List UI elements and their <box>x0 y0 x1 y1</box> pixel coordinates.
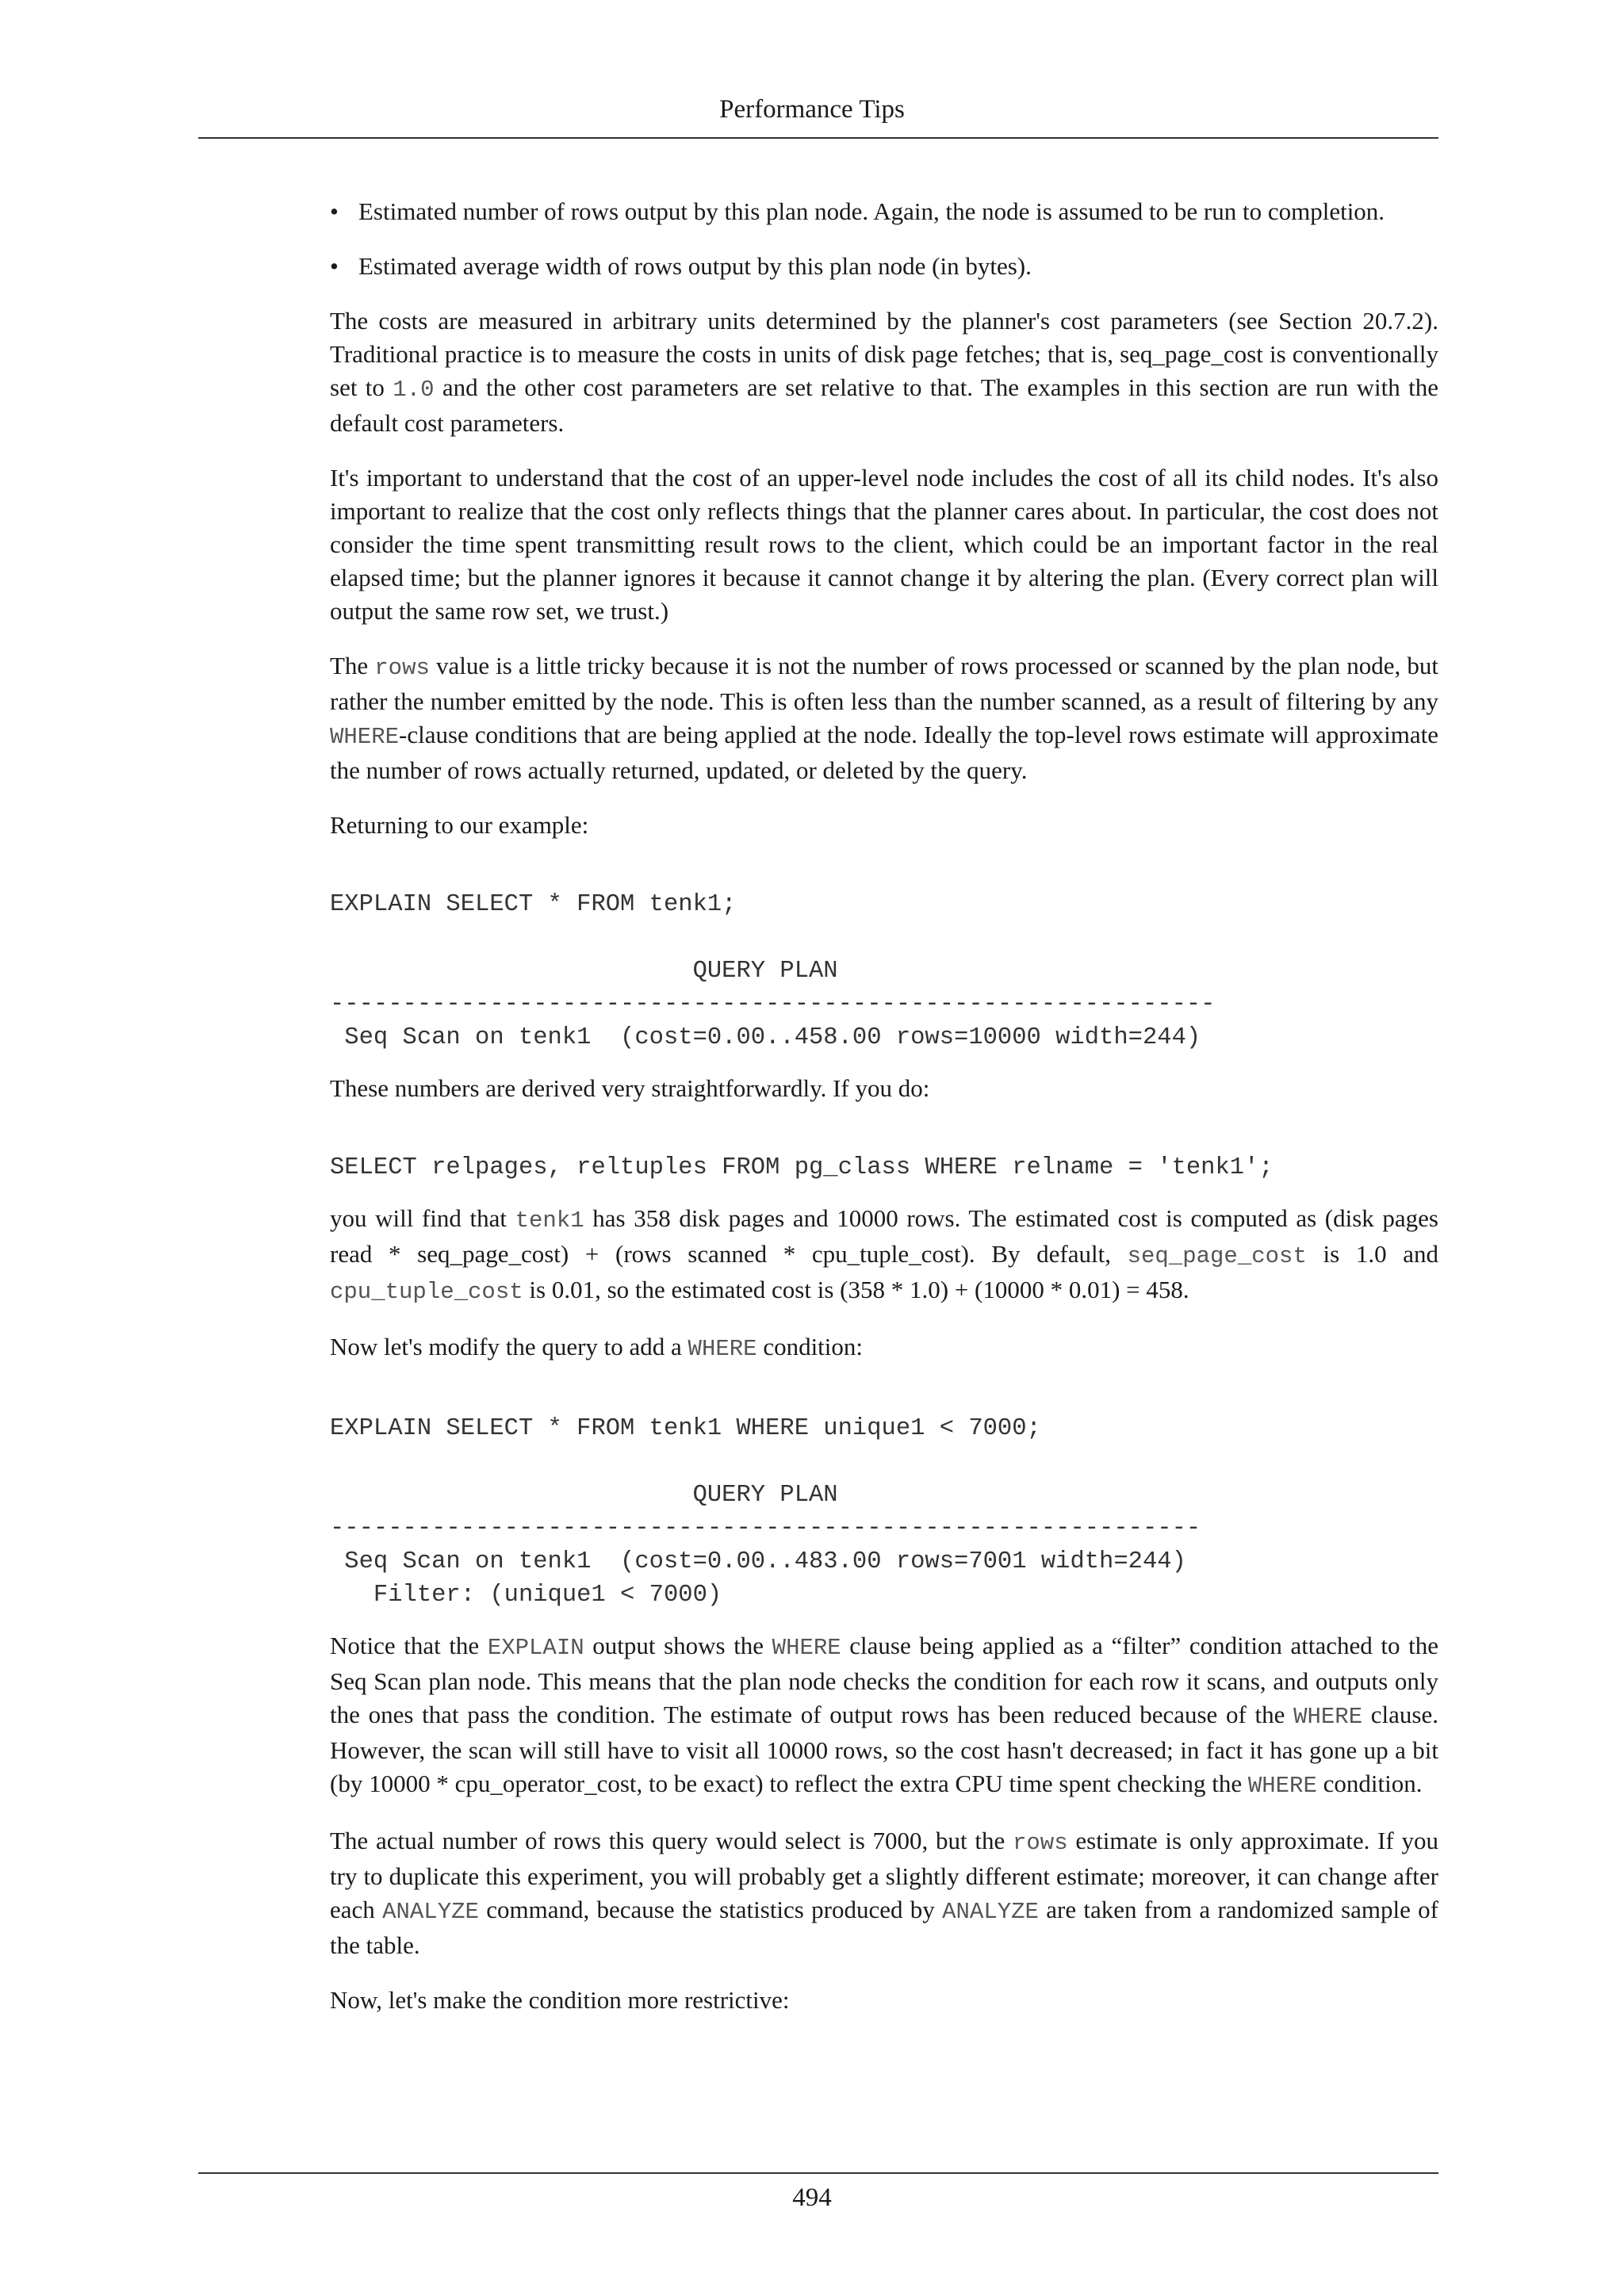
code-line: EXPLAIN SELECT * FROM tenk1; <box>330 891 737 918</box>
running-header: Performance Tips <box>719 95 905 124</box>
inline-code: WHERE <box>1293 1704 1363 1730</box>
inline-code: WHERE <box>330 724 400 750</box>
paragraph-rows-value <box>330 649 1438 787</box>
code-line: Seq Scan on tenk1 (cost=0.00..483.00 rows=7001 width=244) <box>330 1548 1186 1575</box>
inline-code: ANALYZE <box>382 1899 479 1925</box>
code-line: Filter: (unique1 < 7000) <box>330 1582 722 1609</box>
page-number: 494 <box>792 2183 832 2212</box>
inline-code: rows <box>1013 1830 1068 1856</box>
bullet-text: Estimated number of rows output by this plan node. Again, the node is assumed to be run to completion. <box>358 197 1385 225</box>
paragraph-modify-query <box>330 1330 1438 1366</box>
paragraph-returning: Returning to our example: <box>330 811 589 839</box>
text-run: condition: <box>756 1333 864 1360</box>
text-run: Notice that the <box>330 1632 488 1659</box>
text-run: command, because the statistics produced by <box>478 1896 943 1923</box>
text-run: and the other cost parameters are set relative to that. The examples in this section are run with the default cost parameters. <box>330 373 1438 437</box>
text-run: is 0.01, so the estimated cost is (358 * 1.0) + (10000 * 0.01) = 458. <box>523 1276 1189 1303</box>
inline-code: EXPLAIN <box>487 1635 584 1661</box>
paragraph-more-restrictive: Now, let's make the condition more restrictive: <box>330 1986 790 2014</box>
code-line: QUERY PLAN <box>330 1482 838 1509</box>
code-line: ------------------------------------------------------------ <box>330 1515 1201 1542</box>
text-run: estimate is only approximate. If you try to duplicate this experiment, you will probably get a slightly different estimate; moreover, it can change after each <box>330 1827 1438 1923</box>
code-line: QUERY PLAN <box>330 958 838 985</box>
paragraph-actual-rows <box>330 1824 1438 1962</box>
text-run: clause. However, the scan will still have to visit all 10000 rows, so the cost hasn't decreased; in fact it has gone up a bit (by 10000 * cpu_operator_cost, to be exact) to reflect the extra CPU time spent checking the <box>330 1701 1438 1797</box>
text-run: condition. <box>1316 1770 1423 1797</box>
text-run: you will find that <box>330 1204 515 1232</box>
inline-code: 1.0 <box>393 377 435 403</box>
text-run: clause being applied as a “filter” condition attached to the Seq Scan plan node. This means that the plan node checks the condition for each row it scans, and outputs only the ones that pass the condition. The estimate of output rows has been reduced because of the <box>330 1632 1438 1728</box>
paragraph-cost-units <box>330 304 1438 440</box>
bullet-list <box>330 195 1438 283</box>
text-run: -clause conditions that are being applied at the node. Ideally the top-level rows estimate will approximate the number of rows actually returned, updated, or deleted by the query. <box>330 721 1438 784</box>
text-run: has 358 disk pages and 10000 rows. The estimated cost is computed as (disk pages read * seq_page_cost) + (rows scanned * cpu_tuple_cost). By default, <box>330 1204 1438 1268</box>
code-block-explain <box>330 888 1438 1054</box>
list-item <box>330 250 1438 283</box>
header-rule <box>198 137 1438 139</box>
bullet-icon: • <box>330 252 339 280</box>
text-run: The costs are measured in arbitrary units determined by the planner's cost parameters (see Section 20.7.2). Traditional practice is to measure the costs in units of disk page fetches; that is, seq_page_cost is conventionally set to <box>330 307 1438 401</box>
inline-code: tenk1 <box>515 1207 584 1234</box>
code-line: EXPLAIN SELECT * FROM tenk1 WHERE unique1 < 7000; <box>330 1415 1041 1442</box>
code-line: Seq Scan on tenk1 (cost=0.00..458.00 rows=10000 width=244) <box>330 1024 1201 1051</box>
footer-rule <box>198 2172 1438 2174</box>
inline-code: WHERE <box>688 1336 757 1362</box>
inline-code: seq_page_cost <box>1127 1243 1307 1269</box>
text-run: output shows the <box>584 1632 772 1659</box>
text-run: The <box>330 652 375 679</box>
list-item <box>330 195 1438 228</box>
code-blank-line <box>330 921 1438 955</box>
bullet-text: Estimated average width of rows output by this plan node (in bytes). <box>358 252 1032 280</box>
inline-code: ANALYZE <box>942 1899 1039 1925</box>
bullet-icon: • <box>330 197 339 225</box>
paragraph-derived: These numbers are derived very straightforwardly. If you do: <box>330 1074 930 1102</box>
paragraph-explain-output <box>330 1629 1438 1803</box>
inline-code: WHERE <box>1247 1773 1317 1799</box>
paragraph-tenk1-pages <box>330 1202 1438 1309</box>
code-line: ------------------------------------------------------------- <box>330 991 1216 1018</box>
code-block-explain-where <box>330 1412 1438 1612</box>
text-run: Now let's modify the query to add a <box>330 1333 688 1360</box>
inline-code: rows <box>374 655 430 681</box>
inline-code: cpu_tuple_cost <box>330 1279 523 1305</box>
code-block-select <box>330 1151 1438 1184</box>
page-body <box>330 195 1438 2038</box>
code-line: SELECT relpages, reltuples FROM pg_class WHERE relname = 'tenk1'; <box>330 1154 1274 1181</box>
text-run: The actual number of rows this query would select is 7000, but the <box>330 1827 1013 1854</box>
paragraph-upper-level-cost: It's important to understand that the cost of an upper-level node includes the cost of all its child nodes. It's also important to realize that the cost only reflects things that the planner cares about. In particular, the cost does not consider the time spent transmitting result rows to the client, which could be an important factor in the real elapsed time; but the planner ignores it because it cannot change it by altering the plan. (Every correct plan will output the same row set, we trust.) <box>330 464 1438 625</box>
code-blank-line <box>330 1445 1438 1479</box>
text-run: is 1.0 and <box>1306 1240 1438 1268</box>
text-run: value is a little tricky because it is not the number of rows processed or scanned by the plan node, but rather the number emitted by the node. This is often less than the number scanned, as a result of filtering by any <box>330 652 1438 715</box>
text-run: are taken from a randomized sample of the table. <box>330 1896 1439 1959</box>
inline-code: WHERE <box>772 1635 841 1661</box>
